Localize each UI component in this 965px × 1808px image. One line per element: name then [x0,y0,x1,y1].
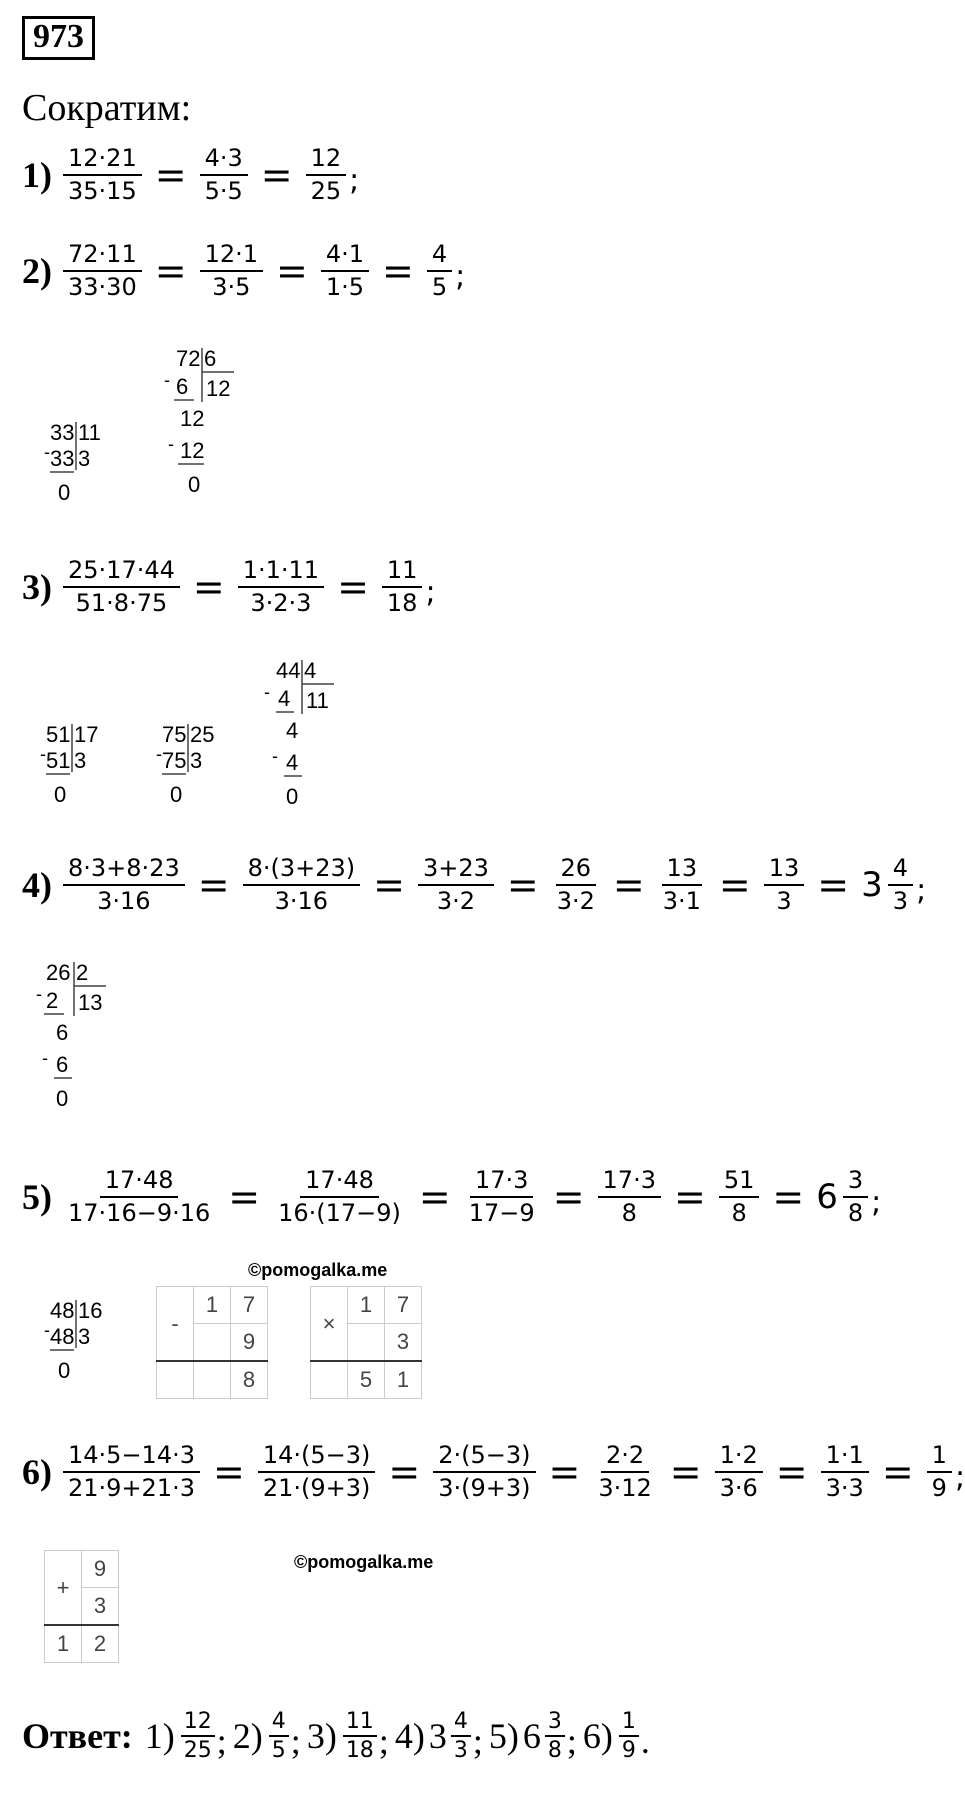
answer-fraction [343,1710,377,1762]
long-division-51-17 [40,720,120,825]
numerator: 17·48 [100,1168,179,1198]
ld-sub: 4 [286,750,299,775]
equals-sign: = [718,863,751,908]
line-label: 3) [22,567,52,608]
denominator: 3·6 [719,1474,758,1503]
ld-minus: - [42,1048,48,1068]
ld-quotient: 3 [78,446,91,471]
denominator: 3·2·3 [250,589,312,618]
numerator: 13 [662,856,703,886]
denominator: 3·16 [274,887,329,916]
line-label: 1) [22,155,52,196]
numerator: 17·3 [598,1168,661,1198]
fraction [63,1443,200,1501]
numerator: 1 [927,1443,952,1473]
solution-line-6 [22,1443,965,1501]
op-sign: + [45,1551,82,1626]
equals-sign: = [260,153,293,198]
ld-sub: 51 [46,748,71,773]
denominator: 9 [931,1474,947,1503]
long-division-44-4 [264,656,354,831]
expression [60,146,359,204]
ld-sub: 6 [56,1052,69,1077]
ld-quotient: 11 [306,688,329,713]
answer-whole: 6 [522,1716,541,1757]
fraction [63,856,185,914]
numerator: 12·21 [63,146,142,176]
solution-line-3 [22,558,436,616]
numerator: 1 [619,1710,639,1737]
long-division-72-6 [164,344,254,519]
numerator: 8·(3+23) [243,856,361,886]
equals-sign: = [373,863,405,908]
equals-sign: = [418,1175,451,1220]
punctuation: ; [566,1721,577,1762]
equals-sign: = [388,1450,421,1495]
denominator: 3·1 [662,887,701,916]
ld-mid: 6 [56,1020,69,1045]
denominator: 21·9+21·3 [68,1474,195,1503]
mixed-whole: 6 [816,1177,838,1218]
ld-dividend: 44 [276,658,301,683]
punctuation: ; [216,1721,227,1762]
line-label: 5) [22,1177,52,1218]
denominator: 9 [621,1738,636,1764]
fraction [598,1168,661,1226]
denominator: 21·(9+3) [262,1474,371,1503]
answer-item-label: 1) [144,1716,175,1757]
ld-quotient: 3 [190,748,203,773]
answer-fraction [619,1710,639,1762]
ld-minus: - [44,1320,50,1340]
numerator: 4·3 [200,146,248,176]
numerator: 1·1 [821,1443,869,1473]
solution-line-2 [22,242,465,300]
numerator: 25·17·44 [63,558,180,588]
denominator: 35·15 [68,177,137,206]
answer-fraction [181,1710,215,1762]
cell: 1 [45,1625,82,1663]
answer-item-label: 6) [582,1716,613,1757]
answer-item-label: 4) [394,1716,425,1757]
ld-divisor: 4 [304,658,317,683]
fraction [306,146,347,204]
fraction [200,242,263,300]
ld-divisor: 2 [76,960,89,985]
denominator: 25 [310,177,342,206]
denominator: 8 [621,1199,637,1228]
fraction [715,1443,763,1501]
fraction [238,558,324,616]
answer-fraction [451,1710,471,1762]
expression [60,558,436,616]
ld-quotient: 3 [74,748,87,773]
equals-sign: = [154,153,187,198]
numerator: 2·(5−3) [433,1443,535,1473]
fraction [321,242,369,300]
equals-sign: = [382,249,414,294]
ld-remainder: 0 [58,1358,71,1383]
punctuation: ; [349,163,360,199]
long-division-26-2 [36,958,126,1133]
equals-sign: = [548,1450,581,1495]
watermark: ©pomogalka.me [294,1552,434,1572]
ld-remainder: 0 [170,782,183,807]
punctuation: ; [916,873,927,909]
denominator: 8 [847,1199,864,1228]
fraction [427,242,452,300]
answer-line [22,1710,650,1762]
denominator: 3·2 [436,887,475,916]
watermark: ©pomogalka.me [248,1260,388,1280]
ld-divisor: 6 [204,346,217,371]
denominator: 17−9 [468,1199,535,1228]
equals-sign: = [154,249,187,294]
fraction [382,558,423,616]
denominator: 5·5 [204,177,243,206]
fraction [418,856,494,914]
answer-item-label: 3) [306,1716,337,1757]
column-subtraction [156,1286,268,1399]
cell: 1 [194,1287,231,1324]
ld-remainder: 0 [188,472,201,497]
equals-sign: = [192,565,225,610]
punctuation: ; [378,1721,389,1762]
cell: 3 [82,1588,119,1626]
fraction [843,1168,868,1226]
ld-minus: - [36,984,42,1004]
ld-remainder: 0 [58,480,71,505]
wm-1 [248,1260,387,1281]
cell: 9 [231,1324,268,1362]
ld-dividend: 33 [50,420,75,445]
solution-line-1 [22,146,359,204]
ld-mid: 4 [286,718,299,743]
column-addition [44,1550,119,1663]
ld-divisor: 25 [190,722,215,747]
fraction [719,1168,760,1226]
numerator: 51 [719,1168,760,1198]
expression [60,856,926,914]
op-sign: × [311,1287,348,1362]
line-label: 6) [22,1452,52,1493]
ld-sub: 48 [50,1324,75,1349]
numerator: 17·48 [300,1168,379,1198]
equals-sign: = [506,863,539,908]
fraction [63,1168,215,1226]
cell: 1 [348,1287,385,1324]
fraction [258,1443,376,1501]
ld-quotient: 3 [78,1324,91,1349]
numerator: 2·2 [601,1443,649,1473]
answer-label: Ответ: [22,1716,133,1757]
op-sign: - [157,1287,194,1362]
denominator: 3·(9+3) [438,1474,531,1503]
equals-sign: = [276,249,308,294]
equals-sign: = [817,863,850,908]
ld-minus: - [44,442,50,462]
numerator: 4 [451,1710,471,1737]
denominator: 3 [453,1738,468,1764]
denominator: 3 [776,887,792,916]
numerator: 1·1·11 [238,558,324,588]
denominator: 3·3 [825,1474,864,1503]
punctuation: ; [472,1721,483,1762]
numerator: 8·3+8·23 [63,856,185,886]
expression [60,242,465,300]
fraction [63,558,180,616]
ld-quotient: 12 [206,376,231,401]
denominator: 5 [271,1738,286,1764]
answer-fraction [269,1710,289,1762]
cell: 1 [385,1361,422,1399]
fraction [273,1168,406,1226]
ld-minus: - [164,370,170,390]
denominator: 3 [892,887,909,916]
punctuation: ; [455,259,466,295]
ld-minus: - [168,434,174,454]
ld-remainder: 0 [54,782,67,807]
equals-sign: = [772,1175,805,1220]
numerator: 72·11 [63,242,142,272]
ld-mid: 12 [180,406,205,431]
ld-minus: - [264,682,270,702]
cell: 2 [82,1625,119,1663]
fraction [433,1443,535,1501]
solution-line-4 [22,856,926,914]
mixed-whole: 3 [861,865,883,906]
denominator: 33·30 [68,273,137,302]
long-division-75-25 [156,720,236,825]
ld-minus: - [156,744,162,764]
equals-sign: = [212,1450,245,1495]
problem-number: 973 [22,16,95,60]
line-label: 2) [22,251,52,292]
punctuation: ; [954,1460,965,1496]
ld-sub: 2 [46,988,59,1013]
fraction [243,856,361,914]
punctuation: ; [425,575,436,611]
numerator: 4 [427,242,452,272]
cell [194,1324,231,1362]
numerator: 17·3 [470,1168,533,1198]
wm-2 [294,1552,433,1573]
equals-sign: = [881,1450,914,1495]
numerator: 11 [382,558,423,588]
denominator: 17·16−9·16 [68,1199,211,1228]
fraction [658,856,706,914]
intro-text: Сократим: [22,87,192,129]
ld-dividend: 51 [46,722,71,747]
expression [60,1443,965,1501]
ld-sub: 33 [50,446,75,471]
column-multiplication [310,1286,422,1399]
ld-dividend: 48 [50,1298,75,1323]
denominator: 3·5 [212,273,251,302]
ld-dividend: 72 [176,346,201,371]
ld-sub: 12 [180,438,205,463]
numerator: 1·2 [715,1443,763,1473]
cell: 7 [231,1287,268,1324]
punctuation: ; [290,1721,301,1762]
numerator: 14·5−14·3 [63,1443,200,1473]
numerator: 3 [545,1710,565,1737]
equals-sign: = [612,863,645,908]
equals-sign: = [197,863,230,908]
long-division-33-11 [44,418,124,523]
answer-fraction [545,1710,565,1762]
numerator: 4 [888,856,913,886]
ld-divisor: 16 [78,1298,103,1323]
equals-sign: = [775,1450,808,1495]
solution-line-5 [22,1168,881,1226]
equals-sign: = [552,1175,585,1220]
fraction [764,856,805,914]
answer-whole: 3 [428,1716,447,1757]
numerator: 26 [556,856,597,886]
fraction [888,856,913,914]
long-division-48-16 [44,1296,124,1401]
numerator: 12 [306,146,347,176]
denominator: 16·(17−9) [278,1199,401,1228]
cell: 7 [385,1287,422,1324]
ld-quotient: 13 [78,990,103,1015]
denominator: 8 [547,1738,562,1764]
denominator: 3·16 [97,887,151,916]
cell [157,1361,194,1399]
expression [60,1168,881,1226]
denominator: 3·12 [598,1474,652,1503]
numerator: 11 [343,1710,377,1737]
answer-item-label: 2) [232,1716,263,1757]
line-label: 4) [22,865,52,906]
equals-sign: = [228,1175,261,1220]
ld-remainder: 0 [56,1086,69,1111]
ld-sub: 6 [176,374,189,399]
numerator: 4 [269,1710,289,1737]
cell: 5 [348,1361,385,1399]
denominator: 1·5 [325,273,365,302]
equals-sign: = [337,565,369,610]
fraction [200,146,248,204]
numerator: 13 [764,856,805,886]
punctuation: . [640,1721,650,1762]
cell: 8 [231,1361,268,1399]
ld-sub: 4 [278,686,291,711]
denominator: 51·8·75 [75,589,168,618]
numerator: 4·1 [321,242,369,272]
ld-remainder: 0 [286,784,299,809]
fraction [63,242,142,300]
numerator: 3+23 [418,856,494,886]
ld-dividend: 26 [46,960,71,985]
numerator: 12 [181,1710,215,1737]
fraction [927,1443,952,1501]
ld-minus: - [40,744,46,764]
cell: 9 [82,1551,119,1588]
denominator: 8 [731,1199,747,1228]
numerator: 14·(5−3) [258,1443,376,1473]
fraction [464,1168,540,1226]
denominator: 18 [386,589,418,618]
punctuation: ; [871,1185,882,1221]
answer-item-label: 5) [488,1716,519,1757]
fraction [593,1443,656,1501]
fraction [552,856,600,914]
ld-minus: - [272,746,278,766]
numerator: 3 [843,1168,868,1198]
denominator: 5 [431,273,448,302]
ld-divisor: 11 [78,420,101,445]
equals-sign: = [673,1175,706,1220]
cell [311,1361,348,1399]
ld-dividend: 75 [162,722,187,747]
denominator: 25 [183,1738,212,1764]
fraction [821,1443,869,1501]
denominator: 3·2 [556,887,595,916]
equals-sign: = [669,1450,702,1495]
denominator: 18 [345,1738,374,1764]
fraction [63,146,142,204]
cell [348,1324,385,1362]
ld-divisor: 17 [74,722,99,747]
numerator: 12·1 [200,242,263,272]
cell [194,1361,231,1399]
ld-sub: 75 [162,748,187,773]
cell: 3 [385,1324,422,1362]
